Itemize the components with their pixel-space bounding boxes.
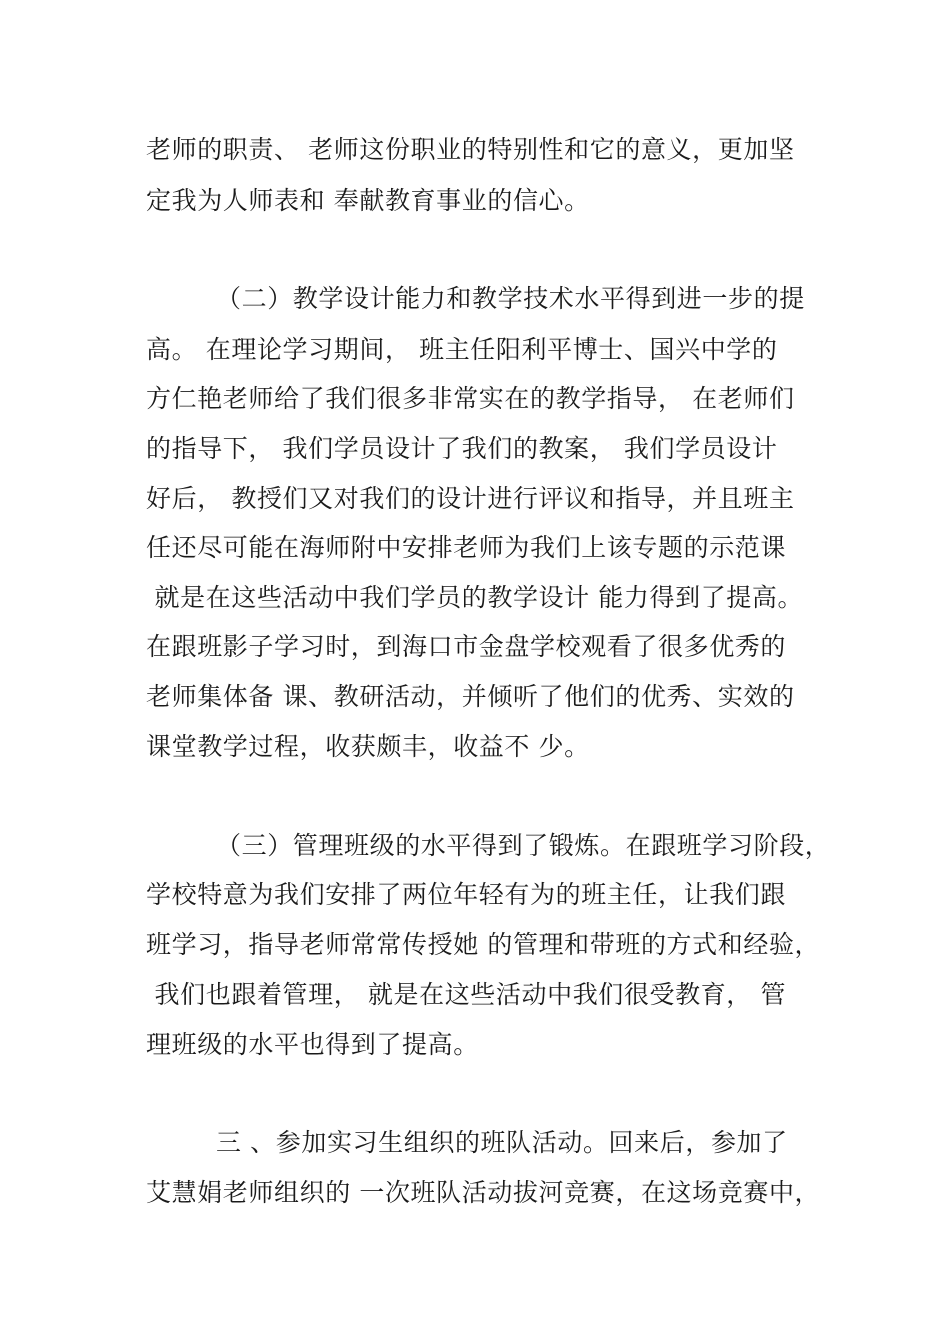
text-line: 学校特意为我们安排了两位年轻有为的班主任，让我们跟 <box>146 880 787 909</box>
text-line: 高。 在理论学习期间， 班主任阳利平博士、国兴中学的 <box>146 335 778 364</box>
text-line: 老师的职责、 老师这份职业的特别性和它的意义，更加坚 <box>146 135 795 164</box>
text-line: 理班级的水平也得到了提高。 <box>146 1030 479 1059</box>
text-line: 好后， 教授们又对我们的设计进行评议和指导，并且班主 <box>146 484 795 513</box>
text-line: 的指导下， 我们学员设计了我们的教案， 我们学员设计 <box>146 434 778 463</box>
text-line: 班学习，指导老师常常传授她 的管理和带班的方式和经验， <box>146 930 821 959</box>
text-line: 任还尽可能在海师附中安排老师为我们上该专题的示范课 <box>146 533 787 562</box>
text-line: 艾慧娟老师组织的 一次班队活动拔河竞赛，在这场竞赛中， <box>146 1178 821 1207</box>
paragraph-heading: （三）管理班级的水平得到了锻炼。在跟班学习阶段， <box>216 831 831 860</box>
text-line: 定我为人师表和 奉献教育事业的信心。 <box>146 186 590 215</box>
text-line: 课堂教学过程，收获颇丰，收益不 少。 <box>146 732 590 761</box>
text-line: 我们也跟着管理， 就是在这些活动中我们很受教育， 管 <box>146 980 787 1009</box>
paragraph-heading: （二）教学设计能力和教学技术水平得到进一步的提 <box>216 284 805 313</box>
text-line: 就是在这些活动中我们学员的教学设计 能力得到了提高。 <box>146 583 804 612</box>
paragraph-heading: 三 、参加实习生组织的班队活动。回来后，参加了 <box>216 1128 788 1157</box>
text-line: 方仁艳老师给了我们很多非常实在的教学指导， 在老师们 <box>146 384 795 413</box>
text-line: 老师集体备 课、教研活动，并倾听了他们的优秀、实效的 <box>146 682 795 711</box>
text-line: 在跟班影子学习时，到海口市金盘学校观看了很多优秀的 <box>146 632 787 661</box>
